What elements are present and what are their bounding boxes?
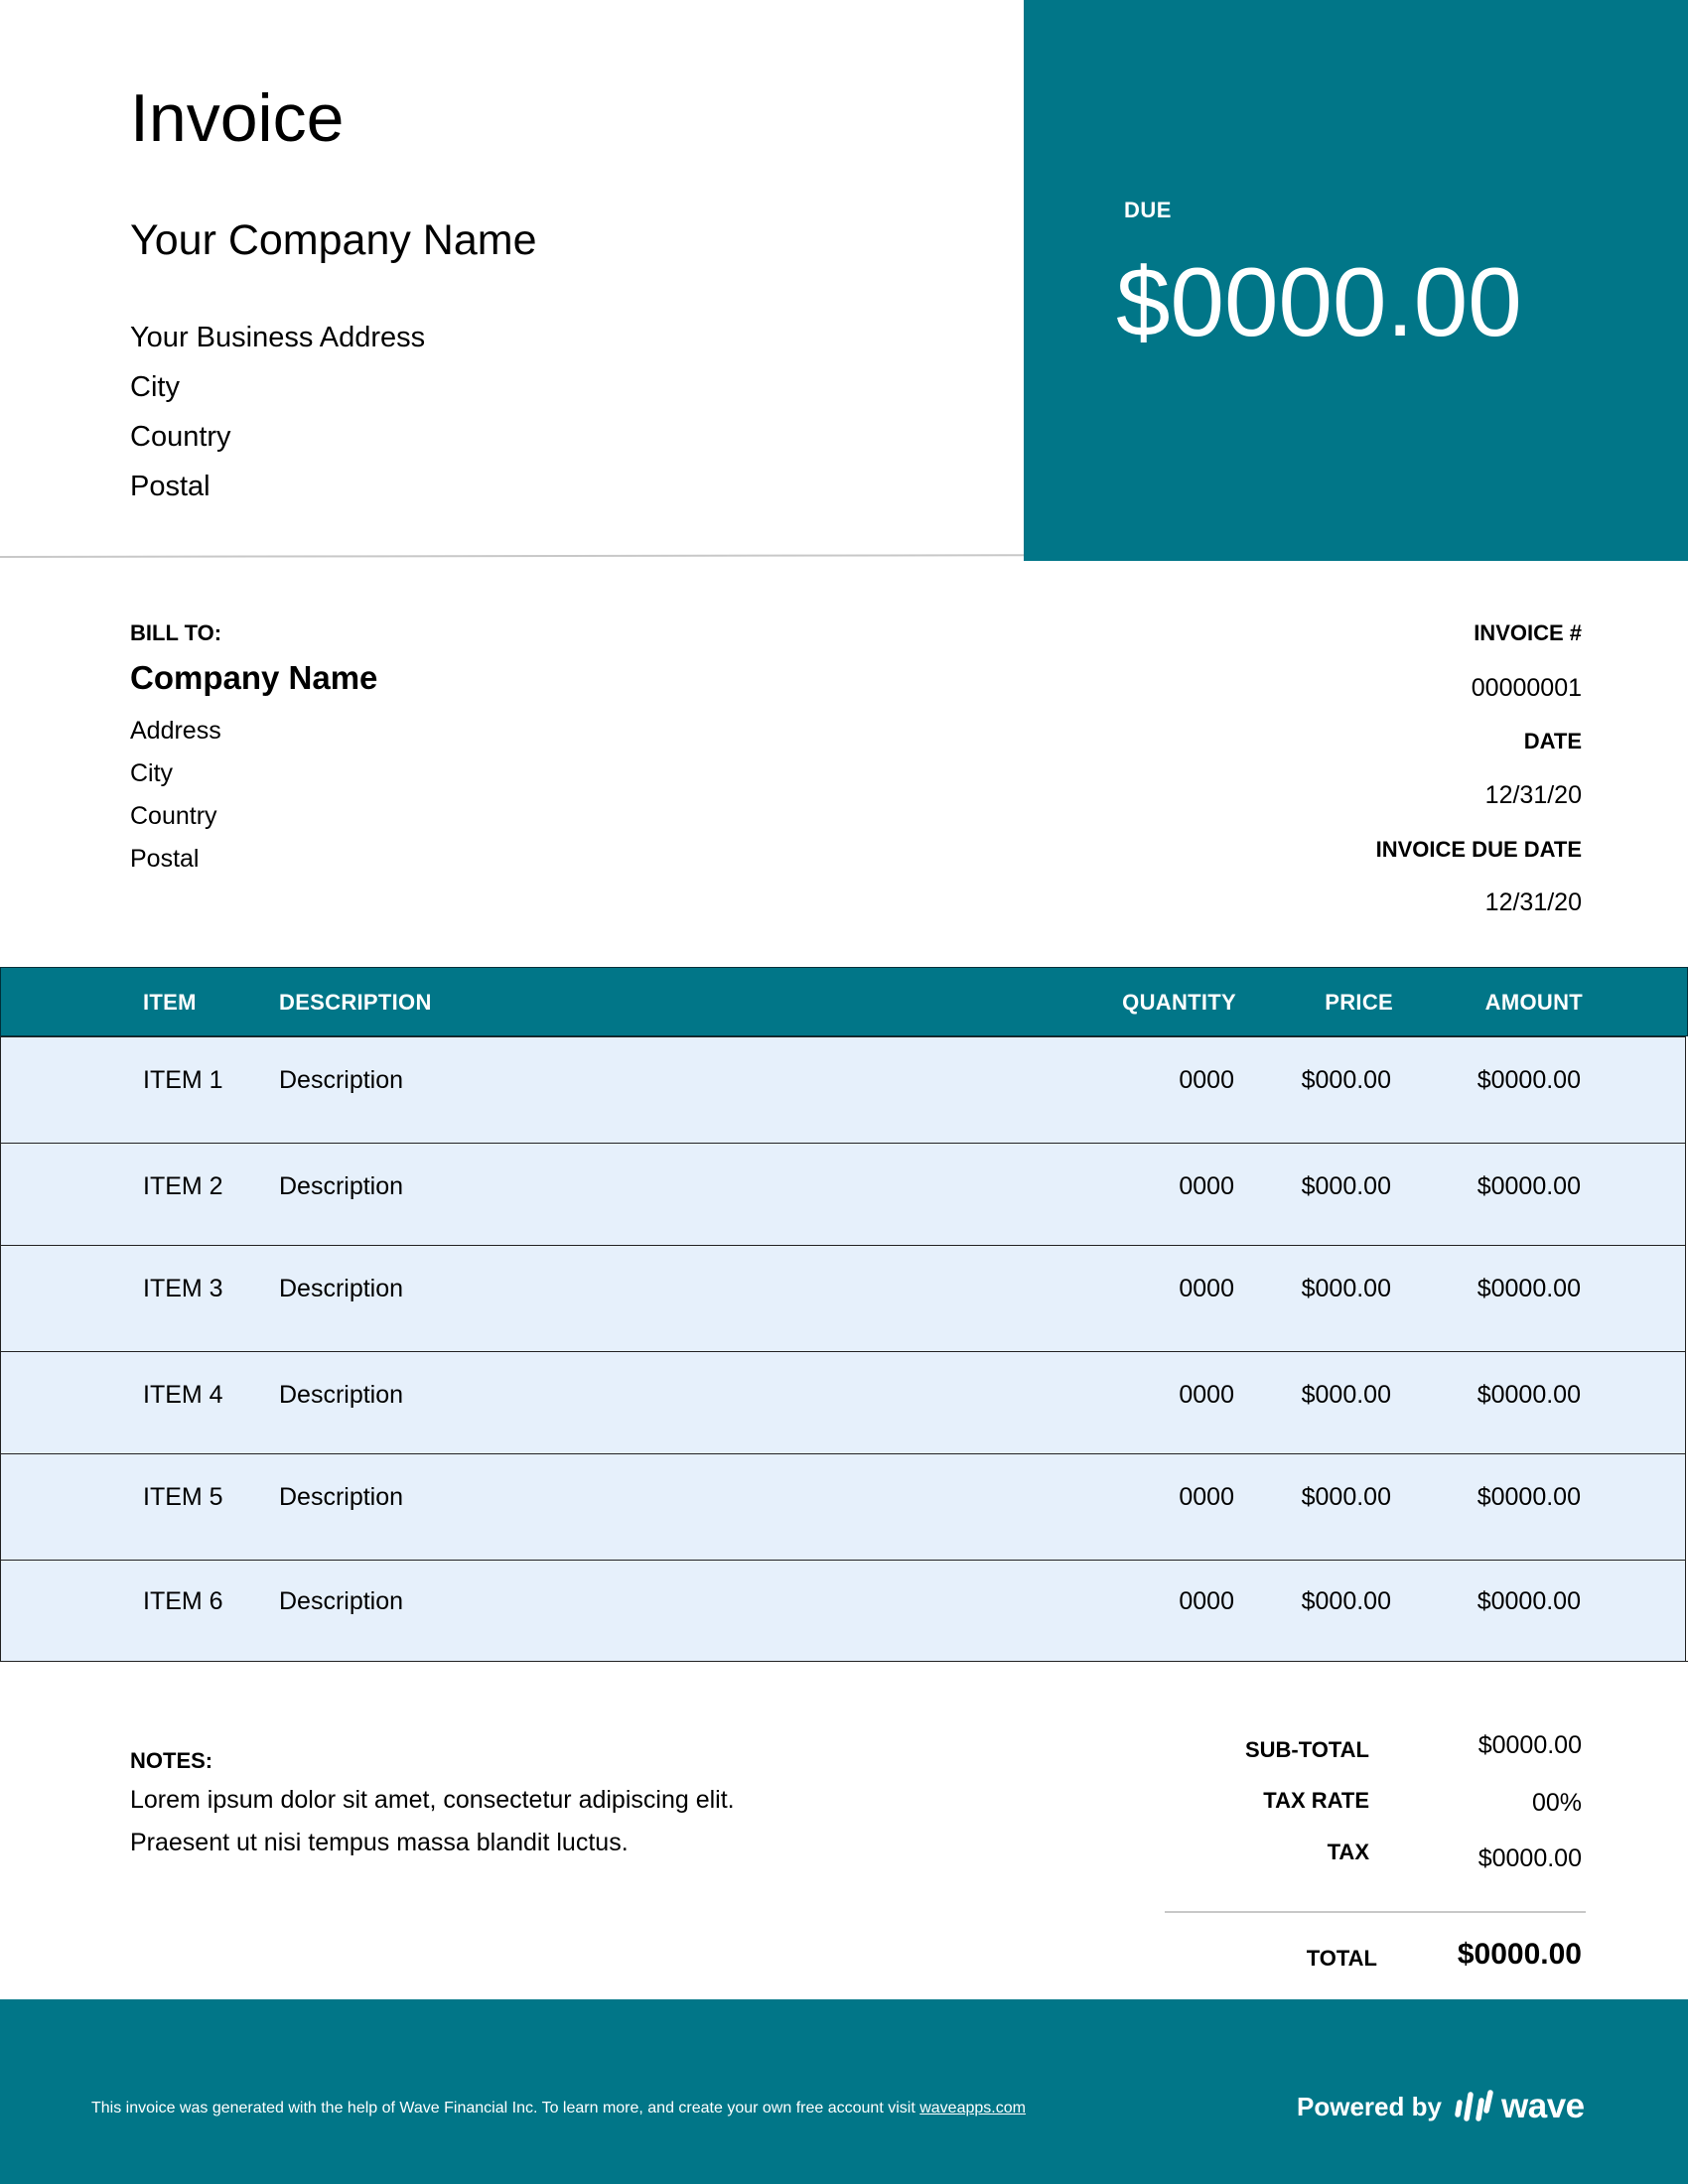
table-row	[0, 1036, 1686, 1143]
row-quantity: 0000	[1179, 1381, 1234, 1409]
row-price: $000.00	[1301, 1381, 1391, 1409]
notes-line: Praesent ut nisi tempus massa blandit luctus.	[130, 1829, 629, 1856]
due-amount: $0000.00	[1116, 247, 1522, 356]
row-description: Description	[279, 1066, 404, 1094]
row-quantity: 0000	[1179, 1483, 1234, 1511]
due-label: DUE	[1124, 198, 1172, 222]
row-item: ITEM 1	[143, 1066, 223, 1094]
row-amount: $0000.00	[1477, 1483, 1581, 1511]
row-price: $000.00	[1301, 1587, 1391, 1615]
subtotal-label: SUB-TOTAL	[1244, 1737, 1369, 1762]
sender-address: Your Business Address	[130, 322, 426, 353]
notes-label: NOTES:	[130, 1748, 213, 1773]
row-item: ITEM 2	[143, 1172, 223, 1200]
row-amount: $0000.00	[1477, 1172, 1581, 1200]
row-amount: $0000.00	[1477, 1275, 1581, 1302]
date-label: DATE	[1523, 729, 1582, 753]
notes-line: Lorem ipsum dolor sit amet, consectetur adipiscing elit.	[130, 1786, 735, 1814]
table-bottom-border	[0, 1661, 1688, 1662]
row-description: Description	[279, 1587, 404, 1615]
waveapps-link[interactable]: waveapps.com	[919, 2100, 1026, 2116]
row-item: ITEM 4	[143, 1381, 223, 1409]
row-quantity: 0000	[1179, 1172, 1234, 1200]
invoice-due-date: 12/31/20	[1484, 888, 1582, 916]
invoice-number: 00000001	[1471, 674, 1582, 702]
column-header-description: DESCRIPTION	[279, 990, 432, 1015]
total-label: TOTAL	[1306, 1946, 1377, 1971]
row-item: ITEM 3	[143, 1275, 223, 1302]
row-description: Description	[279, 1275, 404, 1302]
tax-label: TAX	[1327, 1840, 1369, 1864]
row-price: $000.00	[1301, 1066, 1391, 1094]
table-header	[0, 967, 1688, 1036]
row-item: ITEM 5	[143, 1483, 223, 1511]
footer-disclaimer	[91, 2100, 1026, 2117]
sender-country: Country	[130, 421, 231, 453]
subtotal-value: $0000.00	[1477, 1731, 1582, 1759]
row-price: $000.00	[1301, 1172, 1391, 1200]
row-price: $000.00	[1301, 1275, 1391, 1302]
row-quantity: 0000	[1179, 1275, 1234, 1302]
bill-to-country: Country	[130, 802, 217, 830]
due-date-label: INVOICE DUE DATE	[1375, 837, 1582, 862]
wave-wordmark: wave	[1501, 2087, 1585, 2125]
row-price: $000.00	[1301, 1483, 1391, 1511]
row-description: Description	[279, 1381, 404, 1409]
sender-company-name: Your Company Name	[130, 216, 537, 264]
bill-to-company: Company Name	[130, 659, 378, 696]
column-header-quantity: QUANTITY	[1122, 990, 1236, 1015]
bill-to-city: City	[130, 759, 174, 787]
invoice-number-label: INVOICE #	[1474, 620, 1582, 645]
wave-logo-icon	[1454, 2089, 1495, 2124]
column-header-item: ITEM	[143, 990, 197, 1015]
table-row	[0, 1143, 1686, 1245]
sender-postal: Postal	[130, 471, 211, 502]
row-item: ITEM 6	[143, 1587, 223, 1615]
row-description: Description	[279, 1172, 404, 1200]
footer-text: This invoice was generated with the help of Wave Financial Inc. To learn more, and create your own free account visit	[91, 2100, 915, 2116]
row-quantity: 0000	[1179, 1066, 1234, 1094]
table-row	[0, 1245, 1686, 1351]
bill-to-postal: Postal	[130, 845, 200, 873]
total-value: $0000.00	[1457, 1938, 1582, 1971]
row-description: Description	[279, 1483, 404, 1511]
sender-city: City	[130, 371, 180, 403]
bill-to-address: Address	[130, 717, 221, 745]
tax-rate-value: 00%	[1531, 1789, 1582, 1817]
row-amount: $0000.00	[1477, 1381, 1581, 1409]
bill-to-label: BILL TO:	[130, 620, 222, 645]
tax-rate-label: TAX RATE	[1263, 1788, 1369, 1813]
column-header-price: PRICE	[1325, 990, 1393, 1015]
row-amount: $0000.00	[1477, 1066, 1581, 1094]
footer	[0, 1999, 1688, 2184]
totals-divider	[1165, 1911, 1586, 1913]
row-amount: $0000.00	[1477, 1587, 1581, 1615]
invoice-title: Invoice	[130, 80, 345, 156]
row-quantity: 0000	[1179, 1587, 1234, 1615]
table-row	[0, 1351, 1686, 1453]
header-divider	[0, 554, 1024, 558]
powered-by-label: Powered by	[1297, 2092, 1442, 2121]
table-row	[0, 1453, 1686, 1560]
tax-value: $0000.00	[1477, 1844, 1582, 1872]
invoice-date: 12/31/20	[1484, 781, 1582, 809]
amount-due-panel	[1024, 0, 1688, 561]
table-row	[0, 1560, 1686, 1662]
wave-logo	[1454, 2087, 1585, 2126]
column-header-amount: AMOUNT	[1484, 990, 1583, 1015]
